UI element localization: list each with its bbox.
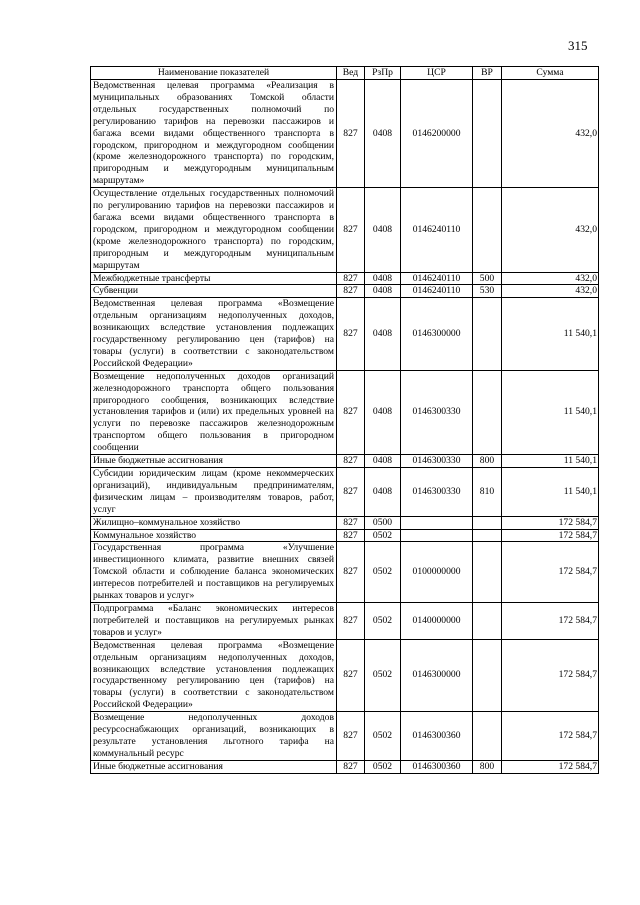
table-row (91, 529, 599, 542)
row-vr-cell (473, 298, 502, 370)
row-name-cell: Жилищно–коммунальное хозяйство (91, 516, 337, 529)
row-name-cell: Ведомственная целевая программа «Возмещение отдельным организациям недополученных доходов, возникающих вследствие установления подлежащих государственному регулированию цен (тарифов) на товары (услуги) в соответствии с законодательством Российской Федерации» (91, 639, 337, 711)
row-csr-cell: 0146240110 (401, 188, 473, 272)
row-name-cell: Государственная программа «Улучшение инвестиционного климата, развитие внешних связей Томской области и соблюдение баланса экономических интересов потребителей и поставщиков на регулируемых рынках товаров и услуг» (91, 542, 337, 603)
row-rzpr-cell: 0408 (365, 455, 401, 468)
row-name-cell: Коммунальное хозяйство (91, 529, 337, 542)
table-row (91, 298, 599, 370)
table-row (91, 760, 599, 773)
row-name-cell: Возмещение недополученных доходов организаций железнодорожного транспорта общего пользования пригородного сообщения, возникающих вследствие установления тарифов и (или) их предельных уровней на услуги по перевозке пассажиров железнодорожным транспортом общего пользования в пригородном сообщении (91, 370, 337, 454)
row-ved-cell: 827 (337, 285, 365, 298)
row-vr-cell (473, 529, 502, 542)
row-ved-cell: 827 (337, 516, 365, 529)
row-csr-cell: 0146300330 (401, 455, 473, 468)
row-sum-cell: 432,0 (502, 188, 599, 272)
row-sum-cell: 172 584,7 (502, 542, 599, 603)
row-vr-cell: 810 (473, 468, 502, 517)
table-row (91, 285, 599, 298)
row-sum-cell: 432,0 (502, 272, 599, 285)
table-row (91, 455, 599, 468)
row-sum-cell: 172 584,7 (502, 516, 599, 529)
row-rzpr-cell: 0408 (365, 80, 401, 188)
row-csr-cell: 0146300360 (401, 712, 473, 761)
row-csr-cell: 0146300330 (401, 370, 473, 454)
row-sum-cell: 432,0 (502, 80, 599, 188)
row-ved-cell: 827 (337, 298, 365, 370)
row-name-cell: Подпрограмма «Баланс экономических интересов потребителей и поставщиков на регулируемых рынках товаров и услуг» (91, 602, 337, 639)
table-row (91, 468, 599, 517)
row-name-cell: Ведомственная целевая программа «Возмещение отдельным организациям недополученных доходов, возникающих вследствие установления подлежащих государственному регулированию цен (тарифов) на товары (услуги) в соответствии с законодательством Российской Федерации» (91, 298, 337, 370)
table-row (91, 272, 599, 285)
row-rzpr-cell: 0502 (365, 602, 401, 639)
row-ved-cell: 827 (337, 712, 365, 761)
row-rzpr-cell: 0502 (365, 760, 401, 773)
row-vr-cell: 800 (473, 455, 502, 468)
row-name-cell: Иные бюджетные ассигнования (91, 455, 337, 468)
row-sum-cell: 172 584,7 (502, 712, 599, 761)
row-rzpr-cell: 0408 (365, 370, 401, 454)
row-rzpr-cell: 0502 (365, 542, 401, 603)
row-vr-cell (473, 80, 502, 188)
table-header-row (91, 67, 599, 80)
row-vr-cell (473, 188, 502, 272)
row-vr-cell (473, 370, 502, 454)
row-sum-cell: 11 540,1 (502, 468, 599, 517)
table-row (91, 639, 599, 711)
row-csr-cell: 0146240110 (401, 272, 473, 285)
row-name-cell: Возмещение недополученных доходов ресурсоснабжающих организаций, возникающих в результате установления льготного тарифа на коммунальный ресурс (91, 712, 337, 761)
row-vr-cell: 800 (473, 760, 502, 773)
row-rzpr-cell: 0408 (365, 298, 401, 370)
row-name-cell: Межбюджетные трансферты (91, 272, 337, 285)
row-sum-cell: 11 540,1 (502, 370, 599, 454)
row-rzpr-cell: 0408 (365, 468, 401, 517)
row-vr-cell: 530 (473, 285, 502, 298)
row-rzpr-cell: 0408 (365, 272, 401, 285)
row-csr-cell: 0146300360 (401, 760, 473, 773)
table-row (91, 370, 599, 454)
row-csr-cell (401, 516, 473, 529)
header-rzpr: РзПр (365, 67, 401, 80)
row-sum-cell: 172 584,7 (502, 529, 599, 542)
table-row (91, 80, 599, 188)
row-sum-cell: 432,0 (502, 285, 599, 298)
row-name-cell: Субсидии юридическим лицам (кроме некоммерческих организаций), индивидуальным предпринимателям, физическим лицам – производителям товаров, работ, услуг (91, 468, 337, 517)
table-row (91, 516, 599, 529)
header-sum: Сумма (502, 67, 599, 80)
row-ved-cell: 827 (337, 272, 365, 285)
header-vr: ВР (473, 67, 502, 80)
table-row (91, 602, 599, 639)
row-csr-cell (401, 529, 473, 542)
row-ved-cell: 827 (337, 542, 365, 603)
header-name: Наименование показателей (91, 67, 337, 80)
row-rzpr-cell: 0500 (365, 516, 401, 529)
row-rzpr-cell: 0502 (365, 529, 401, 542)
budget-table (90, 66, 599, 774)
row-sum-cell: 11 540,1 (502, 298, 599, 370)
row-vr-cell (473, 639, 502, 711)
row-vr-cell (473, 542, 502, 603)
row-vr-cell (473, 712, 502, 761)
table-row (91, 188, 599, 272)
row-vr-cell (473, 602, 502, 639)
row-rzpr-cell: 0408 (365, 285, 401, 298)
row-name-cell: Ведомственная целевая программа «Реализация в муниципальных образованиях Томской области отдельных государственных полномочий по регулированию тарифов на перевозки пассажиров и багажа всеми видами общественного транспорта в городском, пригородном и междугородном сообщении (кроме железнодорожного транспорта) по городским, пригородным и междугородным муниципальным маршрутам» (91, 80, 337, 188)
table-row (91, 542, 599, 603)
row-ved-cell: 827 (337, 455, 365, 468)
row-name-cell: Иные бюджетные ассигнования (91, 760, 337, 773)
row-ved-cell: 827 (337, 468, 365, 517)
row-ved-cell: 827 (337, 188, 365, 272)
table-row (91, 712, 599, 761)
row-sum-cell: 11 540,1 (502, 455, 599, 468)
row-ved-cell: 827 (337, 602, 365, 639)
row-ved-cell: 827 (337, 639, 365, 711)
row-name-cell: Субвенции (91, 285, 337, 298)
row-csr-cell: 0146200000 (401, 80, 473, 188)
row-rzpr-cell: 0408 (365, 188, 401, 272)
row-ved-cell: 827 (337, 760, 365, 773)
row-name-cell: Осуществление отдельных государственных полномочий по регулированию тарифов на перевозки пассажиров и багажа всеми видами общественного транспорта в городском, пригородном и междугородном сообщении (кроме железнодорожного транспорта) по городским, пригородным и междугородным муниципальным маршрутам (91, 188, 337, 272)
page-number: 315 (568, 38, 588, 53)
row-rzpr-cell: 0502 (365, 639, 401, 711)
row-csr-cell: 0146300000 (401, 639, 473, 711)
row-ved-cell: 827 (337, 529, 365, 542)
row-csr-cell: 0140000000 (401, 602, 473, 639)
row-sum-cell: 172 584,7 (502, 602, 599, 639)
row-rzpr-cell: 0502 (365, 712, 401, 761)
row-csr-cell: 0100000000 (401, 542, 473, 603)
row-csr-cell: 0146300330 (401, 468, 473, 517)
row-vr-cell (473, 516, 502, 529)
row-sum-cell: 172 584,7 (502, 760, 599, 773)
row-sum-cell: 172 584,7 (502, 639, 599, 711)
header-csr: ЦСР (401, 67, 473, 80)
header-ved: Вед (337, 67, 365, 80)
row-csr-cell: 0146240110 (401, 285, 473, 298)
row-ved-cell: 827 (337, 370, 365, 454)
row-ved-cell: 827 (337, 80, 365, 188)
row-csr-cell: 0146300000 (401, 298, 473, 370)
row-vr-cell: 500 (473, 272, 502, 285)
